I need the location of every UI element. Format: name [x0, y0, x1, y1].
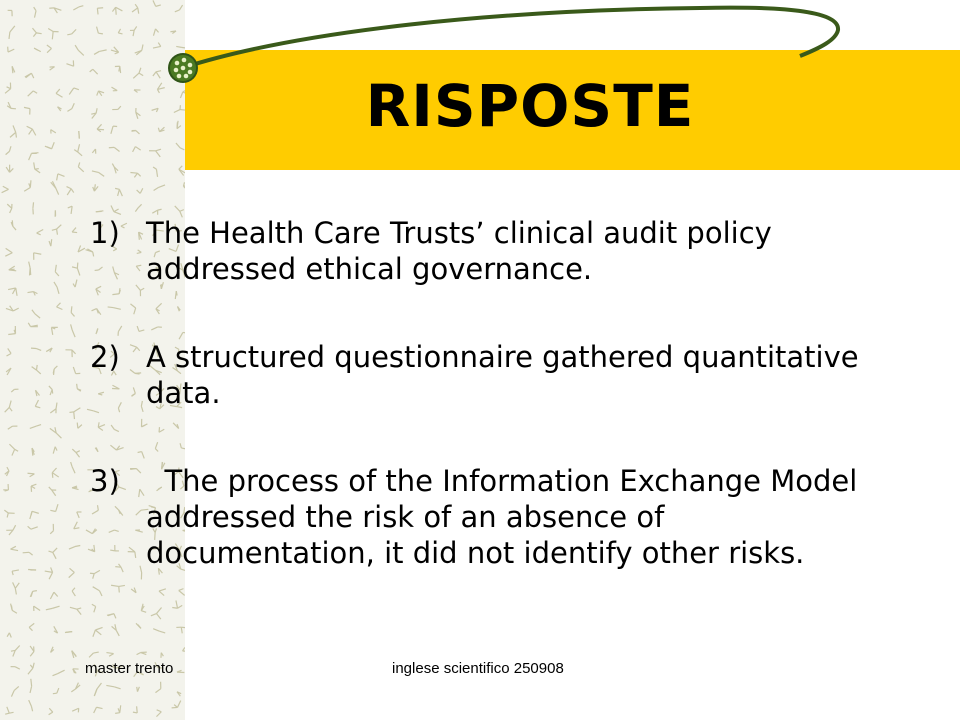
pattern-glyph	[2, 186, 9, 192]
pattern-glyph	[68, 206, 72, 214]
pattern-glyph	[10, 125, 16, 137]
pattern-glyph	[137, 188, 143, 193]
list-item-1	[90, 215, 880, 287]
pattern-glyph	[78, 245, 85, 251]
pattern-glyph	[46, 348, 52, 352]
pattern-glyph	[53, 670, 65, 675]
pattern-glyph	[29, 623, 34, 630]
pattern-glyph	[92, 149, 95, 154]
pattern-glyph	[133, 706, 137, 713]
pattern-glyph	[73, 669, 79, 674]
footer-left: master trento	[85, 660, 174, 677]
pattern-glyph	[50, 592, 57, 599]
pattern-glyph	[111, 126, 117, 134]
pattern-glyph	[11, 667, 20, 669]
pattern-glyph	[28, 323, 38, 327]
pattern-glyph	[65, 350, 75, 357]
pattern-glyph	[49, 487, 56, 496]
pattern-glyph	[78, 162, 83, 171]
pattern-glyph	[7, 204, 12, 213]
pattern-glyph	[72, 486, 78, 490]
pattern-glyph	[8, 326, 15, 334]
pattern-glyph	[52, 225, 61, 235]
pattern-glyph	[53, 688, 59, 694]
pattern-glyph	[49, 548, 58, 559]
pattern-glyph	[153, 167, 157, 177]
item-number: 2)	[90, 340, 120, 374]
pattern-glyph	[96, 211, 104, 212]
pattern-glyph	[29, 262, 31, 276]
swoosh-line	[182, 8, 838, 68]
item-text: The Health Care Trusts’ clinical audit policy addressed ethical governance.	[146, 216, 772, 286]
pattern-glyph	[176, 143, 184, 150]
pattern-glyph	[93, 627, 103, 636]
list-item-2	[90, 339, 880, 411]
pattern-glyph	[11, 686, 18, 696]
pattern-glyph	[130, 173, 140, 178]
pattern-glyph	[33, 202, 34, 214]
pattern-glyph	[72, 651, 77, 658]
pattern-glyph	[23, 552, 33, 555]
pattern-glyph	[8, 426, 18, 429]
pattern-glyph	[54, 626, 58, 633]
pattern-glyph	[32, 365, 41, 374]
pattern-glyph	[7, 633, 11, 638]
pattern-glyph	[183, 182, 185, 189]
item-text: The process of the Information Exchange Model addressed the risk of an absence of documentation, it did not identify other risks.	[146, 464, 867, 570]
pattern-glyph	[136, 623, 141, 628]
pattern-glyph	[49, 386, 53, 395]
pattern-glyph	[28, 570, 36, 571]
pattern-glyph	[71, 462, 75, 473]
pattern-glyph	[45, 567, 53, 579]
pattern-glyph	[72, 263, 80, 276]
pattern-glyph	[149, 149, 161, 157]
pattern-glyph	[28, 292, 38, 296]
pattern-glyph	[28, 473, 35, 477]
pattern-glyph	[71, 683, 80, 692]
pattern-glyph	[28, 663, 34, 675]
pattern-glyph	[69, 568, 75, 577]
pattern-glyph	[72, 708, 79, 712]
pattern-glyph	[29, 700, 33, 711]
pattern-glyph	[158, 127, 164, 131]
pattern-glyph	[13, 582, 20, 594]
pattern-glyph	[177, 670, 184, 672]
pattern-glyph	[152, 209, 161, 214]
pattern-glyph	[69, 545, 80, 549]
pattern-glyph	[11, 220, 16, 230]
item-number: 3)	[90, 464, 120, 498]
pattern-glyph	[32, 310, 40, 318]
pattern-glyph	[154, 185, 165, 191]
pattern-glyph	[137, 652, 147, 655]
pattern-glyph	[71, 324, 76, 337]
pattern-glyph	[65, 632, 72, 633]
pattern-glyph	[24, 180, 31, 191]
pattern-glyph	[37, 229, 44, 234]
pattern-glyph	[70, 607, 81, 614]
pattern-glyph	[94, 683, 101, 696]
pattern-glyph	[30, 646, 34, 656]
pattern-glyph	[97, 124, 104, 131]
pattern-glyph	[49, 239, 52, 246]
item-text: A structured questionnaire gathered quantitative data.	[146, 340, 859, 410]
pattern-glyph	[77, 384, 81, 391]
pattern-glyph	[77, 423, 82, 429]
pattern-glyph	[6, 165, 13, 173]
pattern-glyph	[137, 687, 140, 692]
pattern-glyph	[89, 652, 99, 657]
pattern-glyph	[73, 280, 77, 288]
pattern-glyph	[72, 449, 80, 457]
list-item-3	[90, 463, 880, 571]
pattern-glyph	[57, 303, 63, 310]
pattern-glyph	[30, 511, 39, 519]
pattern-glyph	[177, 692, 181, 696]
pattern-glyph	[5, 467, 9, 476]
pattern-glyph	[30, 425, 41, 429]
pattern-glyph	[176, 627, 185, 633]
pattern-glyph	[34, 253, 42, 260]
pattern-glyph	[9, 266, 16, 271]
pattern-glyph	[11, 645, 20, 656]
pattern-glyph	[51, 130, 56, 134]
pattern-glyph	[6, 368, 11, 375]
pattern-glyph	[6, 306, 19, 311]
pattern-glyph	[73, 367, 80, 374]
pattern-glyph	[74, 522, 80, 529]
pattern-glyph	[12, 570, 19, 575]
pattern-glyph	[132, 131, 140, 134]
pattern-glyph	[112, 164, 118, 174]
pattern-glyph	[51, 647, 54, 653]
pattern-glyph	[53, 366, 57, 375]
pattern-glyph	[74, 144, 82, 156]
pattern-glyph	[109, 147, 120, 151]
pattern-glyph	[32, 448, 34, 456]
pattern-glyph	[6, 348, 11, 356]
pattern-glyph	[3, 484, 8, 491]
pattern-glyph	[52, 468, 58, 478]
pattern-glyph	[46, 606, 60, 610]
pattern-glyph	[34, 606, 40, 611]
pattern-glyph	[77, 512, 82, 518]
pattern-glyph	[35, 400, 40, 408]
pattern-glyph	[5, 707, 13, 714]
pattern-glyph	[177, 121, 181, 129]
pattern-glyph	[50, 403, 57, 414]
footer-center: inglese scientifico 250908	[392, 660, 564, 677]
pattern-glyph	[72, 588, 75, 596]
pattern-glyph	[31, 348, 41, 350]
pattern-glyph	[155, 682, 160, 693]
pattern-glyph	[133, 147, 141, 152]
pattern-glyph	[30, 591, 37, 597]
pattern-glyph	[67, 187, 74, 195]
pattern-glyph	[106, 653, 113, 657]
pattern-glyph	[6, 525, 15, 535]
pattern-glyph	[51, 327, 57, 335]
pattern-glyph	[6, 146, 11, 154]
pattern-glyph	[35, 390, 39, 396]
pattern-glyph	[153, 629, 165, 633]
pattern-glyph	[4, 510, 14, 517]
pattern-glyph	[50, 504, 58, 511]
item-number: 1)	[90, 216, 120, 250]
pattern-glyph	[94, 707, 103, 713]
pattern-glyph	[29, 153, 39, 160]
pattern-glyph	[53, 447, 57, 454]
pattern-glyph	[27, 126, 36, 135]
pattern-glyph	[172, 701, 181, 708]
pattern-glyph	[111, 205, 121, 214]
pattern-glyph	[31, 484, 36, 492]
pattern-glyph	[115, 705, 121, 713]
pattern-glyph	[112, 624, 120, 636]
pattern-glyph	[71, 306, 74, 316]
pattern-glyph	[57, 174, 65, 181]
pattern-glyph	[5, 248, 12, 256]
pattern-glyph	[34, 162, 40, 172]
pattern-glyph	[50, 524, 53, 534]
pattern-glyph	[11, 546, 19, 550]
pattern-glyph	[69, 408, 80, 419]
pattern-glyph	[72, 228, 77, 233]
pattern-glyph	[54, 282, 59, 294]
pattern-glyph	[11, 604, 17, 614]
pattern-glyph	[135, 204, 141, 211]
pattern-glyph	[92, 171, 104, 176]
pattern-glyph	[106, 685, 120, 688]
pattern-glyph	[115, 188, 122, 196]
pattern-glyph	[49, 708, 53, 714]
pattern-glyph	[183, 647, 185, 651]
pattern-glyph	[30, 679, 32, 693]
pattern-glyph	[8, 288, 17, 296]
answer-list	[90, 215, 880, 623]
slide-title: RISPOSTE	[365, 72, 695, 140]
pattern-glyph	[45, 142, 54, 149]
pattern-glyph	[93, 184, 98, 191]
pattern-glyph	[5, 401, 12, 413]
pattern-glyph	[156, 710, 161, 717]
pattern-glyph	[51, 181, 59, 194]
pattern-glyph	[9, 444, 18, 455]
pattern-glyph	[11, 389, 18, 392]
pattern-glyph	[161, 653, 163, 658]
pattern-glyph	[55, 265, 59, 276]
pattern-glyph	[28, 526, 38, 529]
pattern-glyph	[50, 427, 62, 438]
